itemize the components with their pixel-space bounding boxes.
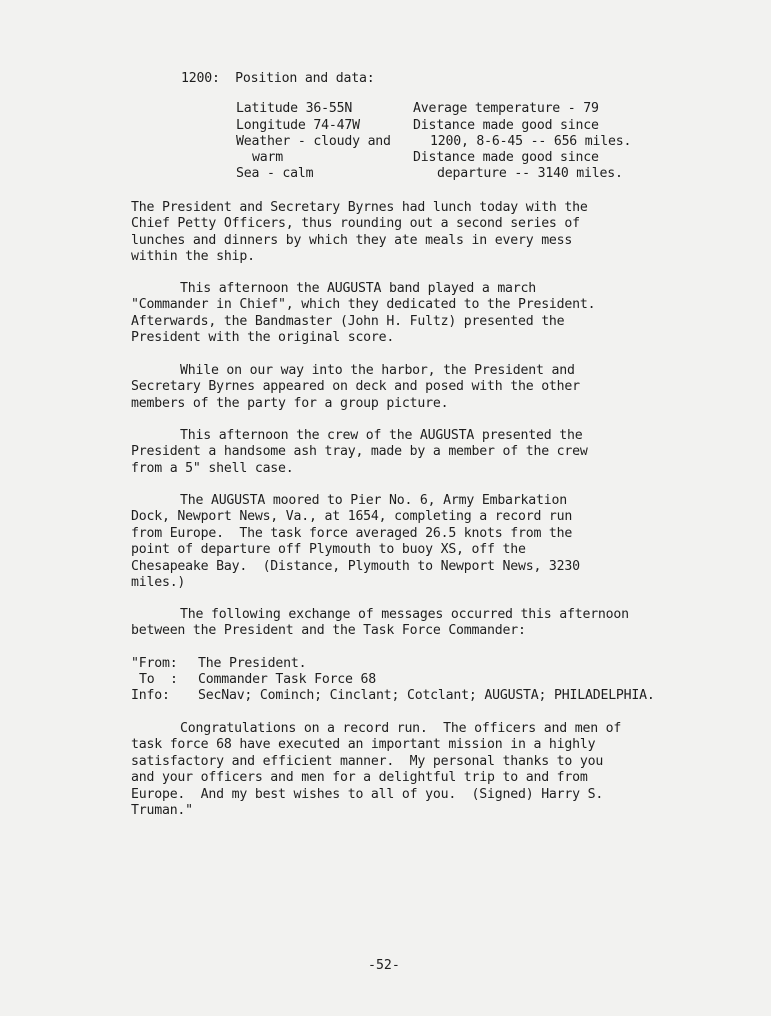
- message-to-value: Commander Task Force 68: [198, 672, 377, 687]
- paragraph-lunch: The President and Secretary Byrnes had lunch today with the Chief Petty Officers, thus rounding out a second series of lunches and dinners by which they ate meals in every mess within the ship.: [131, 200, 596, 265]
- message-from-value: The President.: [198, 656, 307, 671]
- paragraph-harbor: While on our way into the harbor, the President and Secretary Byrnes appeared on deck and posed with the other members of the party for a group picture.: [131, 363, 588, 411]
- message-to-label: To :: [139, 672, 178, 687]
- distance-departure-value: departure -- 3140 miles.: [437, 166, 623, 181]
- paragraph-messages-intro: The following exchange of messages occurred this afternoon between the President and the Task Force Commander:: [131, 607, 637, 639]
- paragraph-ash-tray: This afternoon the crew of the AUGUSTA presented the President a handsome ash tray, made by a member of the crew from a 5" shell case.: [131, 428, 596, 476]
- message-info-label: Info:: [131, 688, 170, 703]
- section-heading: 1200: Position and data:: [181, 71, 375, 86]
- latitude-text: Latitude 36-55N: [236, 101, 353, 116]
- distance-since-value: 1200, 8-6-45 -- 656 miles.: [430, 134, 632, 149]
- paragraph-mooring: The AUGUSTA moored to Pier No. 6, Army Embarkation Dock, Newport News, Va., at 1654, completing a record run from Europe. The task force averaged 26.5 knots from the point of departure off Plymouth to buoy XS, off the Chesapeake Bay. (Distance, Plymouth to Newport News, 3230 miles.): [131, 493, 588, 591]
- message-body: Congratulations on a record run. The officers and men of task force 68 have executed an important mission in a highly satisfactory and efficient manner. My personal thanks to you and your officers and men for a delightful trip to and from Europe. And my best wishes to all of you. (Signed) Harry S. Truman.": [131, 721, 629, 819]
- message-info-value: SecNav; Cominch; Cinclant; Cotclant; AUGUSTA; PHILADELPHIA.: [198, 688, 655, 703]
- weather-text: Weather - cloudy and: [236, 134, 391, 149]
- longitude-text: Longitude 74-47W: [236, 118, 360, 133]
- message-from-label: "From:: [131, 656, 178, 671]
- distance-since-label: Distance made good since: [413, 118, 599, 133]
- paragraph-band: This afternoon the AUGUSTA band played a march "Commander in Chief", which they dedicated to the President. Afterwards, the Bandmaster (John H. Fultz) presented the President with the original score.: [131, 281, 604, 346]
- sea-text: Sea - calm: [236, 166, 314, 181]
- page-number: -52-: [368, 958, 400, 973]
- weather-continued-text: warm: [252, 150, 283, 165]
- distance-departure-label: Distance made good since: [413, 150, 599, 165]
- temperature-text: Average temperature - 79: [413, 101, 599, 116]
